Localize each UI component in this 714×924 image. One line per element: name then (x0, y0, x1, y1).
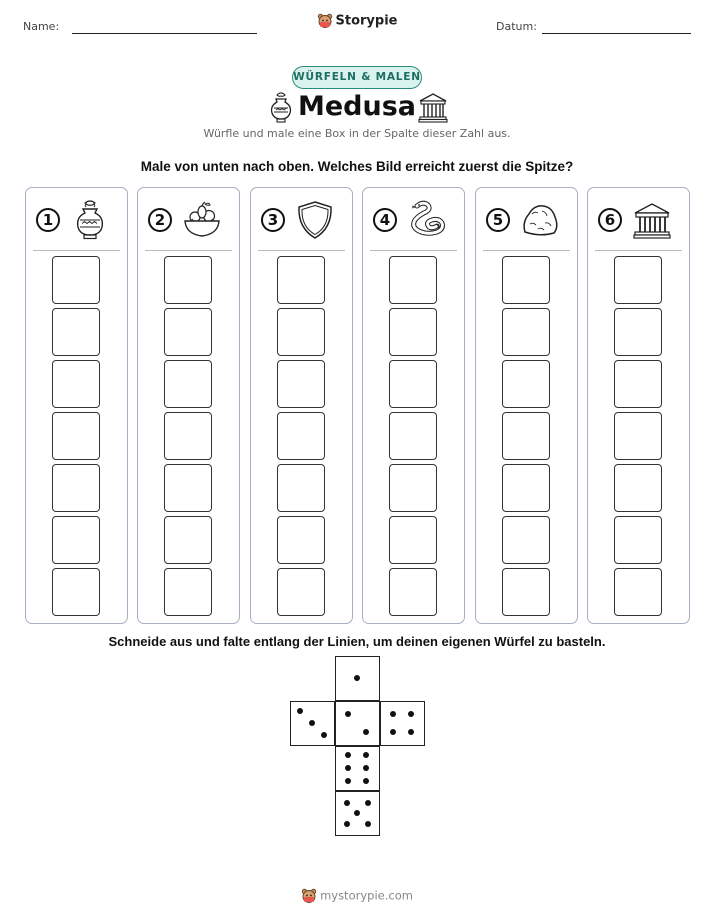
dice-pip (354, 810, 360, 816)
fruit-bowl-icon (182, 200, 222, 240)
date-line (542, 33, 691, 34)
column-4 (362, 187, 465, 624)
dice-face-3 (290, 701, 335, 746)
dice-pip (354, 675, 360, 681)
coloring-box[interactable] (614, 412, 662, 460)
footer-url: mystorypie.com (320, 888, 413, 903)
coloring-box[interactable] (164, 516, 212, 564)
coloring-box[interactable] (52, 360, 100, 408)
dice-pip (344, 821, 350, 827)
coloring-box[interactable] (389, 568, 437, 616)
dice-pip (344, 800, 350, 806)
greek-vase-icon (70, 200, 110, 240)
coloring-box[interactable] (164, 308, 212, 356)
rock-icon (520, 200, 560, 240)
dice-face-6 (335, 746, 380, 791)
coloring-box[interactable] (614, 568, 662, 616)
dice-face-2 (335, 701, 380, 746)
column-1 (25, 187, 128, 624)
column-number: 5 (486, 208, 510, 232)
coloring-box[interactable] (502, 516, 550, 564)
coloring-box[interactable] (164, 568, 212, 616)
coloring-box[interactable] (277, 464, 325, 512)
column-divider (595, 250, 682, 251)
coloring-box[interactable] (389, 412, 437, 460)
footer (0, 888, 714, 904)
column-number: 4 (373, 208, 397, 232)
dice-pip (345, 711, 351, 717)
column-divider (483, 250, 570, 251)
coloring-box[interactable] (164, 464, 212, 512)
dice-pip (408, 729, 414, 735)
coloring-box[interactable] (614, 464, 662, 512)
dice-face-5 (335, 791, 380, 836)
coloring-box[interactable] (502, 568, 550, 616)
column-3 (250, 187, 353, 624)
coloring-box[interactable] (389, 256, 437, 304)
coloring-box[interactable] (52, 308, 100, 356)
greek-temple-icon (632, 200, 672, 240)
cut-instruction: Schneide aus und falte entlang der Linien, um deinen eigenen Würfel zu basteln. (108, 634, 606, 649)
dice-face-1 (335, 656, 380, 701)
dice-pip (365, 821, 371, 827)
dice-pip (297, 708, 303, 714)
brand (0, 13, 714, 29)
column-divider (145, 250, 232, 251)
coloring-box[interactable] (52, 568, 100, 616)
coloring-box[interactable] (389, 464, 437, 512)
column-number: 1 (36, 208, 60, 232)
column-divider (258, 250, 345, 251)
instruction: Male von unten nach oben. Welches Bild erreicht zuerst die Spitze? (140, 159, 574, 174)
coloring-box[interactable] (52, 464, 100, 512)
dice-pip (345, 752, 351, 758)
coloring-box[interactable] (502, 464, 550, 512)
column-divider (370, 250, 457, 251)
storypie-bear-logo-icon (317, 13, 333, 29)
snake-icon (407, 200, 447, 240)
dice-pip (309, 720, 315, 726)
dice-pip (408, 711, 414, 717)
dice-pip (363, 752, 369, 758)
coloring-box[interactable] (389, 308, 437, 356)
dice-pip (321, 732, 327, 738)
coloring-box[interactable] (389, 360, 437, 408)
dice-face-4 (380, 701, 425, 746)
coloring-box[interactable] (52, 256, 100, 304)
coloring-box[interactable] (164, 256, 212, 304)
coloring-box[interactable] (614, 360, 662, 408)
coloring-box[interactable] (502, 256, 550, 304)
coloring-box[interactable] (52, 412, 100, 460)
storypie-bear-logo-icon (301, 888, 317, 904)
activity-badge: WÜRFELN & MALEN (292, 66, 422, 89)
dice-pip (363, 765, 369, 771)
column-number: 2 (148, 208, 172, 232)
column-6 (587, 187, 690, 624)
shield-icon (295, 200, 335, 240)
name-label: Name: (23, 20, 60, 33)
coloring-box[interactable] (502, 412, 550, 460)
column-number: 3 (261, 208, 285, 232)
coloring-box[interactable] (614, 516, 662, 564)
coloring-box[interactable] (389, 516, 437, 564)
coloring-box[interactable] (277, 256, 325, 304)
column-5 (475, 187, 578, 624)
column-2 (137, 187, 240, 624)
dice-pip (345, 765, 351, 771)
coloring-box[interactable] (277, 568, 325, 616)
coloring-box[interactable] (502, 360, 550, 408)
coloring-box[interactable] (277, 360, 325, 408)
coloring-box[interactable] (277, 308, 325, 356)
coloring-box[interactable] (164, 412, 212, 460)
dice-pip (363, 729, 369, 735)
column-number: 6 (598, 208, 622, 232)
name-line (72, 33, 257, 34)
brand-name: Storypie (335, 13, 398, 29)
coloring-box[interactable] (164, 360, 212, 408)
dice-pip (390, 729, 396, 735)
date-label: Datum: (496, 20, 537, 33)
dice-pip (345, 778, 351, 784)
page-title: Medusa (297, 91, 417, 122)
subtitle: Würfle und male eine Box in der Spalte dieser Zahl aus. (203, 127, 511, 140)
coloring-box[interactable] (502, 308, 550, 356)
coloring-box[interactable] (52, 516, 100, 564)
dice-pip (365, 800, 371, 806)
dice-pip (363, 778, 369, 784)
greek-temple-icon (418, 91, 448, 123)
coloring-box[interactable] (277, 516, 325, 564)
coloring-box[interactable] (614, 256, 662, 304)
column-divider (33, 250, 120, 251)
coloring-box[interactable] (277, 412, 325, 460)
dice-pip (390, 711, 396, 717)
coloring-box[interactable] (614, 308, 662, 356)
